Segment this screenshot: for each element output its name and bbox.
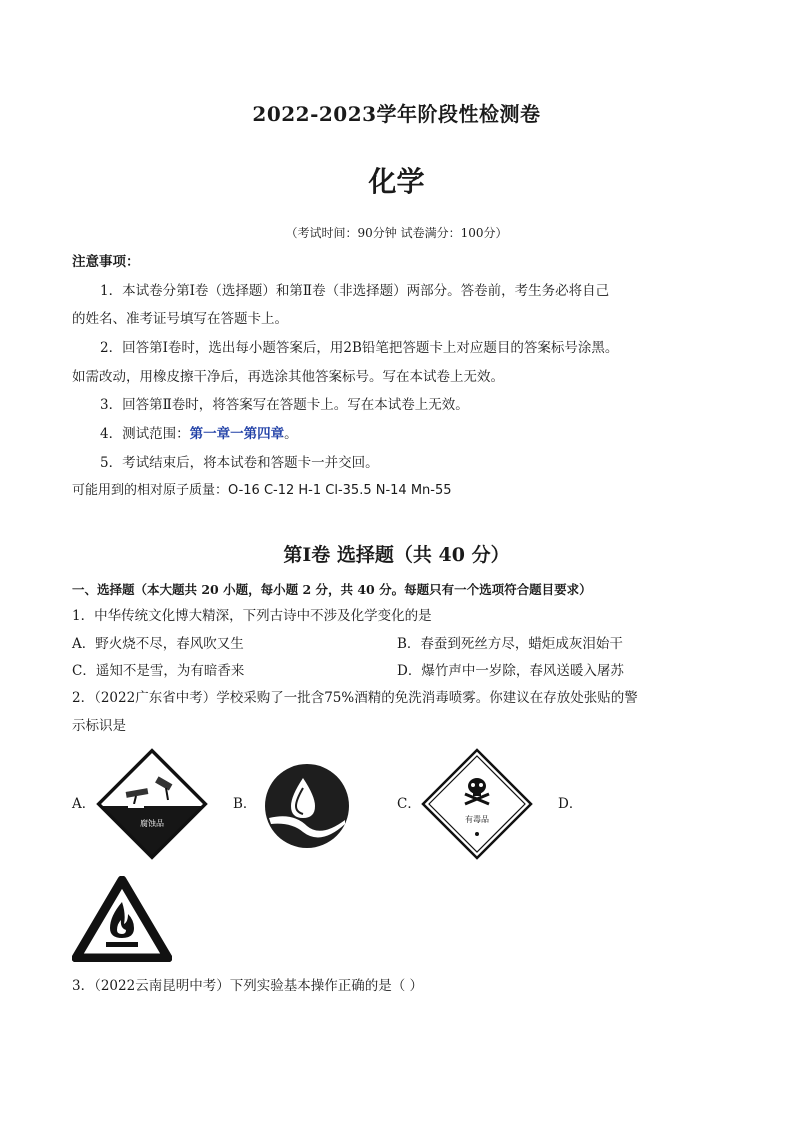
notice-heading: 注意事项： [72,254,140,270]
notice-item-4-suffix: 。 [284,426,298,442]
question-2-label-b: B． [233,796,257,812]
question-2-stem-line-1: 2．（2022广东省中考）学校采购了一批含75%酒精的免洗消毒喷雾。你建议在存放处张贴的警 [72,690,638,706]
subject-title: 化学 [368,165,425,198]
atomic-masses: 可能用到的相对原子质量：O-16 C-12 H-1 Cl-35.5 N-14 Mn-55 [72,483,452,498]
corrosive-sign-text: 腐蚀品 [140,819,164,828]
notice-item-5: 5．考试结束后，将本试卷和答题卡一并交回。 [100,455,379,471]
question-1-option-d: D．爆竹声中一岁除，春风送暖入屠苏 [397,663,624,679]
corrosive-sign-icon [96,748,208,860]
notice-item-1-line-2: 的姓名、准考证号填写在答题卡上。 [72,311,288,327]
notice-item-1-line-1: 1．本试卷分第Ⅰ卷（选择题）和第Ⅱ卷（非选择题）两部分。答卷前，考生务必将自己 [100,283,610,299]
notice-item-2-line-1: 2．回答第Ⅰ卷时，选出每小题答案后，用2B铅笔把答题卡上对应题目的答案标号涂黑。 [100,340,619,356]
question-2-label-d: D． [558,796,583,812]
question-1-option-b: B．春蚕到死丝方尽，蜡炬成灰泪始干 [397,636,623,652]
notice-item-4 [100,424,298,444]
question-2-label-c: C． [397,796,421,812]
notice-item-4-prefix: 4．测试范围： [100,426,190,442]
test-range: 第一章一第四章 [189,426,285,442]
exam-title: 2022-2023学年阶段性检测卷 [252,102,541,126]
question-2-label-a: A． [72,796,96,812]
section-1-title: 第Ⅰ卷 选择题（共 40 分） [283,544,510,566]
question-1-option-a: A．野火烧不尽，春风吹又生 [72,636,244,652]
notice-item-2-line-2: 如需改动，用橡皮擦干净后，再选涂其他答案标号。写在本试卷上无效。 [72,369,504,385]
question-3-stem: 3．（2022云南昆明中考）下列实验基本操作正确的是（ ） [72,978,423,994]
notice-item-3: 3．回答第Ⅱ卷时，将答案写在答题卡上。写在本试卷上无效。 [100,397,469,413]
question-1-option-c: C．遥知不是雪，为有暗香来 [72,663,245,679]
toxic-sign-icon [421,748,533,860]
toxic-sign-text: 有毒品 [465,815,489,824]
question-1-stem: 1．中华传统文化博大精深，下列古诗中不涉及化学变化的是 [72,608,432,624]
question-2-stem-line-2: 示标识是 [72,718,126,734]
exam-info: （考试时间：90分钟 试卷满分：100分） [285,226,508,240]
water-saving-sign-icon [263,762,351,850]
flammable-sign-icon [72,876,172,962]
section-1-instruction: 一、选择题（本大题共 20 小题，每小题 2 分，共 40 分。每题只有一个选项符合题目要求） [72,582,592,597]
